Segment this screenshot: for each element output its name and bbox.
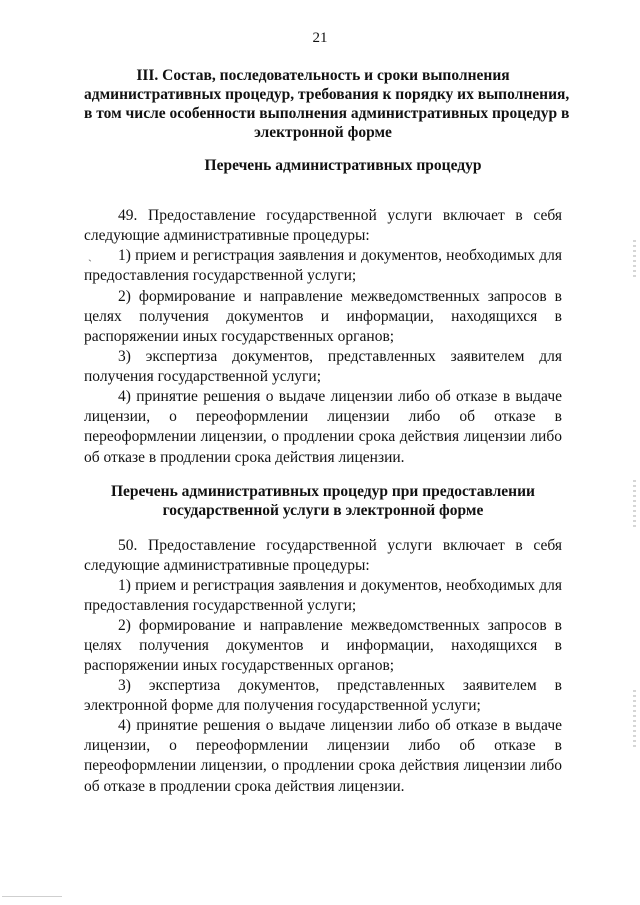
margin-mark: ˎ — [88, 248, 92, 262]
section-title-line: электронной форме — [254, 124, 392, 141]
procedures-list-heading: Перечень административных процедур — [204, 157, 482, 174]
paragraph-49-item-4: 4) принятие решения о выдаче лицензии либо об отказе в выдаче лицензии, о переоформлении лицензии либо об отказе в переоформлении лицензии, о продлении срока действия лицензии либо об отказе в продлении срока действия лицензии. — [84, 388, 562, 466]
scan-artifact — [633, 480, 636, 530]
section-title — [84, 66, 570, 142]
paragraph-50-item-3: 3) экспертиза документов, представленных заявителем в электронной форме для получения государственной услуги; — [84, 677, 562, 715]
electronic-procedures-heading-line: Перечень административных процедур при предоставлении — [111, 483, 535, 500]
paragraph-50-intro: 50. Предоставление государственной услуги включает в себя следующие административные процедуры: — [84, 537, 562, 575]
scan-artifact — [633, 690, 636, 750]
paragraph-49-item-3: 3) экспертиза документов, представленных заявителем для получения государственной услуги; — [84, 348, 562, 386]
electronic-procedures-heading-line: государственной услуги в электронной форме — [162, 502, 484, 519]
section-title-line: в том числе особенности выполнения административных процедур в — [84, 105, 570, 122]
paragraph-49-item-1: 1) прием и регистрация заявления и документов, необходимых для предоставления государственной услуги; — [84, 247, 562, 285]
section-title-line: административных процедур, требования к порядку их выполнения, — [84, 86, 570, 103]
page-number: 21 — [312, 30, 328, 46]
paragraph-50-item-2: 2) формирование и направление межведомственных запросов в целях получения документов и информации, находящихся в распоряжении иных государственных органов; — [84, 617, 562, 675]
paragraph-50-item-4: 4) принятие решения о выдаче лицензии либо об отказе в выдаче лицензии, о переоформлении лицензии либо об отказе в переоформлении лицензии, о продлении срока действия лицензии либо об отказе в продлении срока действия лицензии. — [84, 717, 562, 795]
paragraph-49-intro: 49. Предоставление государственной услуги включает в себя следующие административные процедуры: — [84, 207, 562, 245]
paragraph-50-item-1: 1) прием и регистрация заявления и документов, необходимых для предоставления государственной услуги; — [84, 577, 562, 615]
section-title-line: III. Состав, последовательность и сроки выполнения — [136, 67, 510, 84]
paragraph-49-item-2: 2) формирование и направление межведомственных запросов в целях получения документов и информации, находящихся в распоряжении иных государственных органов; — [84, 288, 562, 346]
scan-artifact — [633, 240, 636, 280]
electronic-procedures-heading — [84, 482, 562, 520]
footer-rule — [2, 896, 62, 897]
